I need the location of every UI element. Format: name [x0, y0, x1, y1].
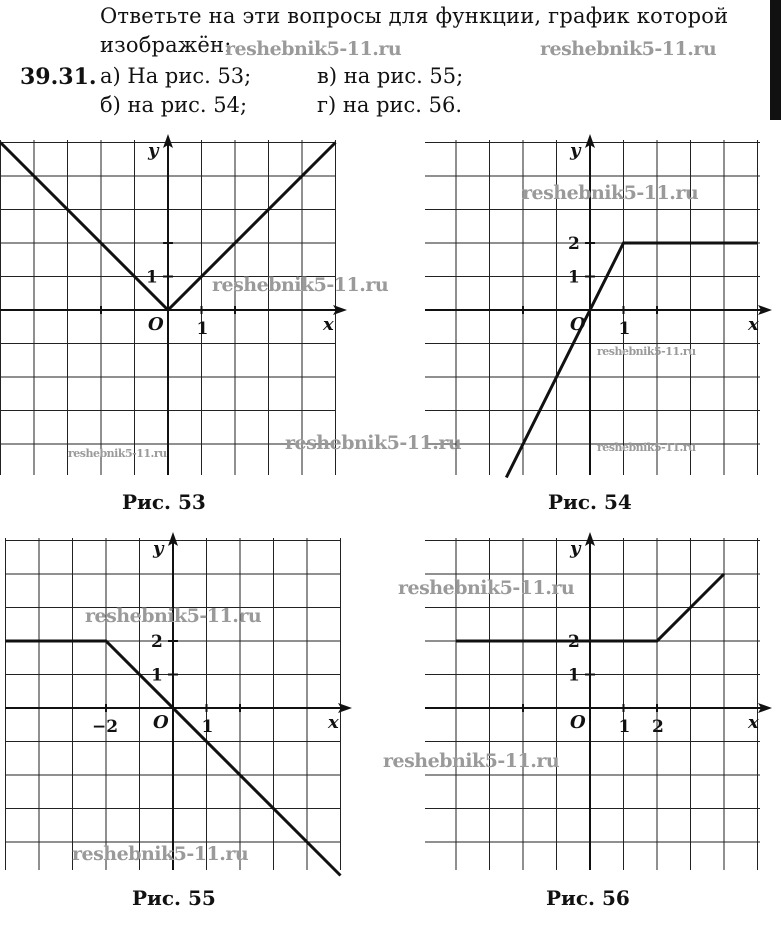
graph-fig-53 [0, 130, 340, 480]
watermark: reshebnik5-11.ru [597, 441, 696, 454]
origin-label: O [570, 314, 586, 335]
tick-label-x1: 1 [618, 717, 631, 737]
y-axis-label: y [570, 538, 581, 559]
tick-label-xm2: −2 [92, 717, 119, 737]
origin-label: O [153, 712, 169, 733]
watermark: reshebnik5-11.ru [212, 274, 389, 296]
caption-fig-54: Рис. 54 [548, 490, 632, 514]
watermark: reshebnik5-11.ru [540, 38, 717, 60]
tick-label-x1: 1 [618, 319, 631, 339]
graph-fig-55 [5, 530, 345, 875]
question-b: б) на рис. 54; [100, 93, 248, 117]
tick-label-x1: 1 [201, 717, 214, 737]
watermark: reshebnik5-11.ru [398, 577, 575, 599]
watermark: reshebnik5-11.ru [597, 345, 696, 358]
caption-fig-53: Рис. 53 [122, 490, 206, 514]
caption-fig-55: Рис. 55 [132, 886, 216, 910]
question-a: а) На рис. 53; [100, 64, 252, 88]
caption-fig-56: Рис. 56 [546, 886, 630, 910]
x-axis-label: x [748, 314, 759, 335]
watermark: reshebnik5-11.ru [72, 843, 249, 865]
watermark: reshebnik5-11.ru [383, 750, 560, 772]
tick-label-y1: 1 [568, 267, 580, 288]
tick-label-y2: 2 [151, 632, 163, 652]
y-axis-label: y [153, 538, 164, 559]
tick-label-x2: 2 [652, 717, 664, 737]
watermark: reshebnik5-11.ru [225, 38, 402, 60]
intro-line-1: Ответьте на эти вопросы для функции, график которой [100, 4, 729, 28]
question-g: г) на рис. 56. [317, 93, 463, 117]
tick-label-x1: 1 [196, 319, 209, 339]
watermark: reshebnik5-11.ru [68, 447, 167, 460]
origin-label: O [570, 712, 586, 733]
watermark: reshebnik5-11.ru [522, 182, 699, 204]
x-axis-label: x [748, 712, 759, 733]
tick-label-y2: 2 [568, 234, 580, 254]
tick-label-y1: 1 [151, 665, 163, 686]
problem-number: 39.31. [20, 64, 97, 90]
tick-label-y2: 2 [568, 632, 580, 652]
tick-label-y1: 1 [568, 665, 580, 686]
origin-label: O [148, 314, 164, 335]
x-axis-label: x [323, 314, 334, 335]
y-axis-label: y [570, 140, 581, 161]
x-axis-label: x [328, 712, 339, 733]
intro-line-2: изображён: [100, 33, 232, 57]
page-edge-bar [770, 0, 781, 120]
question-v: в) на рис. 55; [317, 64, 464, 88]
tick-label-y1: 1 [146, 267, 158, 288]
y-axis-label: y [148, 140, 159, 161]
watermark: reshebnik5-11.ru [85, 605, 262, 627]
watermark: reshebnik5-11.ru [285, 432, 462, 454]
